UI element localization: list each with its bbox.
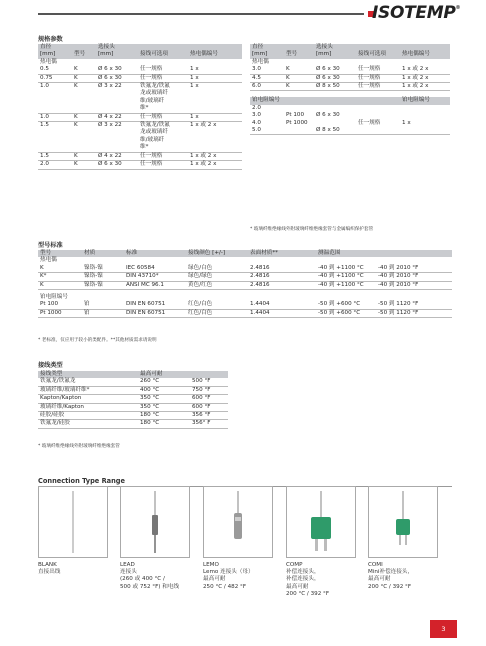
wire-title: 接线类型 <box>38 362 63 369</box>
table-row: K 镍铬-镍 ANSI MC 96.1 黄色/红色 2.4816 -40 到 +1100 °C -40 到 2010 °F <box>38 281 452 289</box>
table-row: 铁氟龙/硅胶 180 °C 356° F <box>38 420 228 428</box>
comp-caption: COMP 补偿连接头， 补偿连接头， 最高可耐 200 °C / 392 °F <box>286 562 330 597</box>
table-row: Pt 100 铂 DIN EN 60751 红色/白色 1.4404 -50 到 +600 °C -50 到 1120 °F <box>38 301 452 309</box>
table-row: Kapton/Kapton 350 °C 600 °F <box>38 395 228 403</box>
blank-probe-icon <box>39 487 107 557</box>
lemo-caption: LEMO Lemo 连接头（母） 最高可耐 250 °C / 482 °F <box>203 562 254 590</box>
table-row: 1.0 K Ø 3 x 22 铁氟龙/铁氟 龙或玻璃纤 维/玻璃纤 维* 1 x <box>38 83 242 114</box>
std-note: * 老标准，仅应用于较小的类配件。**其他材质需求请说明 <box>38 338 157 343</box>
table-row: 0.75 K Ø 6 x 30 任一规格 1 x <box>38 74 242 82</box>
brand-logo: ISOTEMP® <box>372 3 461 23</box>
table-row: 1.0 K Ø 4 x 22 任一规格 1 x <box>38 113 242 121</box>
comi-connector-icon <box>369 487 437 557</box>
group-label: 热电偶 <box>252 58 269 65</box>
spec-title: 规格参数 <box>38 36 63 43</box>
spec-table-right: 直径 [mm] 型号 选接头 [mm] 接线可选项 热电偶编号 热电偶 3.0 K Ø 6 x 30 任一规格 1 x 或 2 x 4.5 K Ø 6 x 30 任一规格 1 x 或 2 x 6.0 K Ø 8 x 50 任一规格 1 x 或 2 x 铂电阻编号 铂电阻编号 2.0 3.0 4.0 5.0 Pt 100 Pt 1000 Ø 6 x 30 Ø 8 x 50 任一规格 1 x <box>250 44 450 135</box>
table-row: 2.0 K Ø 6 x 30 任一规格 1 x 或 2 x <box>38 161 242 169</box>
rtd-number-label: 铂电阻编号 <box>400 97 450 104</box>
table-row: 玻璃纤维/Kapton 350 °C 600 °F <box>38 403 228 411</box>
table-row: 3.0 K Ø 6 x 30 任一规格 1 x 或 2 x <box>250 66 450 74</box>
table-row: Pt 1000 铂 DIN EN 60751 红色/白色 1.4404 -50 到 +600 °C -50 到 1120 °F <box>38 309 452 317</box>
lead-caption: LEAD 连接头 (260 或 400 °C / 500 或 752 °F) 和电线 <box>120 562 180 590</box>
lead-image <box>120 486 190 558</box>
table-row: 1.5 K Ø 3 x 22 铁氟龙/铁氟 龙或玻璃纤 维/玻璃纤 维* 1 x 或 2 x <box>38 122 242 153</box>
table-row: 硅胶/硅胶 180 °C 356 °F <box>38 412 228 420</box>
col-type: 型号 <box>72 44 96 59</box>
header-rule <box>38 13 364 15</box>
group-label: 铂电阻编号 <box>40 294 68 301</box>
group-label: 热电偶 <box>40 58 57 65</box>
col-diameter: 直径 [mm] <box>38 44 72 59</box>
rtd-group-label: 铂电阻编号 <box>250 97 400 104</box>
wire-note: * 玻璃纤维绝缘线外附玻璃纤维绝缘套管 <box>38 444 120 449</box>
std-title: 型号标准 <box>38 242 63 249</box>
std-table: 型号 材质 标准 接线颜色 [+/-] 表面材质** 测温范围 热电偶 K 镍铬-镍 IEC 60584 绿色/白色 2.4816 -40 到 +1100 °C -40 到 2010 °F K* 镍铬-镍 DIN 43710* 绿色/绿色 2.4816 -40 到 +1100 °C -40 到 2010 °F K 镍铬-镍 ANSI MC 96.1 黄色/红色 2.4816 -40 到 +1100 °C -40 到 2010 °F 铂电阻编号 Pt 100 铂 DIN EN 60751 红色/白色 1.4404 -50 到 +600 °C -50 到 1120 °F Pt 1000 铂 DIN EN 60751 红色/白色 1.4404 -50 到 +600 °C -50 到 1120 °F <box>38 250 452 318</box>
table-row: 4.5 K Ø 6 x 30 任一规格 1 x 或 2 x <box>250 74 450 82</box>
table-row: K 镍铬-镍 IEC 60584 绿色/白色 2.4816 -40 到 +1100 °C -40 到 2010 °F <box>38 265 452 273</box>
comp-image <box>286 486 356 558</box>
col-number: 热电偶编号 <box>188 44 242 59</box>
col-connector: 选接头 [mm] <box>96 44 138 59</box>
table-row: 0.5 K Ø 6 x 30 任一规格 1 x <box>38 66 242 74</box>
blank-caption: BLANK 直接出线 <box>38 562 61 576</box>
blank-image <box>38 486 108 558</box>
table-row: 6.0 K Ø 8 x 50 任一规格 1 x 或 2 x <box>250 83 450 91</box>
lemo-image <box>203 486 273 558</box>
spec-table-left <box>38 44 242 170</box>
lemo-probe-icon <box>204 487 272 557</box>
page-number: 3 <box>430 620 457 638</box>
comp-connector-icon <box>287 487 355 557</box>
spec-note: * 玻璃纤维绝缘线外附玻璃纤维绝缘套管与金属编织保护套管 <box>250 227 374 232</box>
table-row: K* 镍铬-镍 DIN 43710* 绿色/绿色 2.4816 -40 到 +1100 °C -40 到 2010 °F <box>38 273 452 281</box>
col-option: 接线可选项 <box>138 44 188 59</box>
table-row: 2.0 3.0 4.0 5.0 Pt 100 Pt 1000 Ø 6 x 30 Ø 8 x 50 任一规格 1 x <box>250 105 450 135</box>
lead-probe-icon <box>121 487 189 557</box>
comi-image <box>368 486 438 558</box>
group-label: 热电偶 <box>40 257 57 264</box>
table-row: 铁氟龙/铁氟龙 260 °C 500 °F <box>38 378 228 386</box>
table-row: 玻璃纤维/玻璃纤维* 400 °C 750 °F <box>38 386 228 394</box>
table-row: 1.5 K Ø 4 x 22 任一规格 1 x 或 2 x <box>38 152 242 160</box>
comi-caption: COMI Mini补偿连接头， 最高可耐 200 °C / 392 °F <box>368 562 414 590</box>
ctr-title: Connection Type Range <box>38 477 125 485</box>
wire-table: 接线类型 最高可耐 铁氟龙/铁氟龙 260 °C 500 °F 玻璃纤维/玻璃纤维* 400 °C 750 °F Kapton/Kapton 350 °C 600 °F 玻璃纤维/Kapton 350 °C 600 °F 硅胶/硅胶 180 °C 356 °F 铁氟龙/硅胶 180 °C 356° F <box>38 371 228 429</box>
